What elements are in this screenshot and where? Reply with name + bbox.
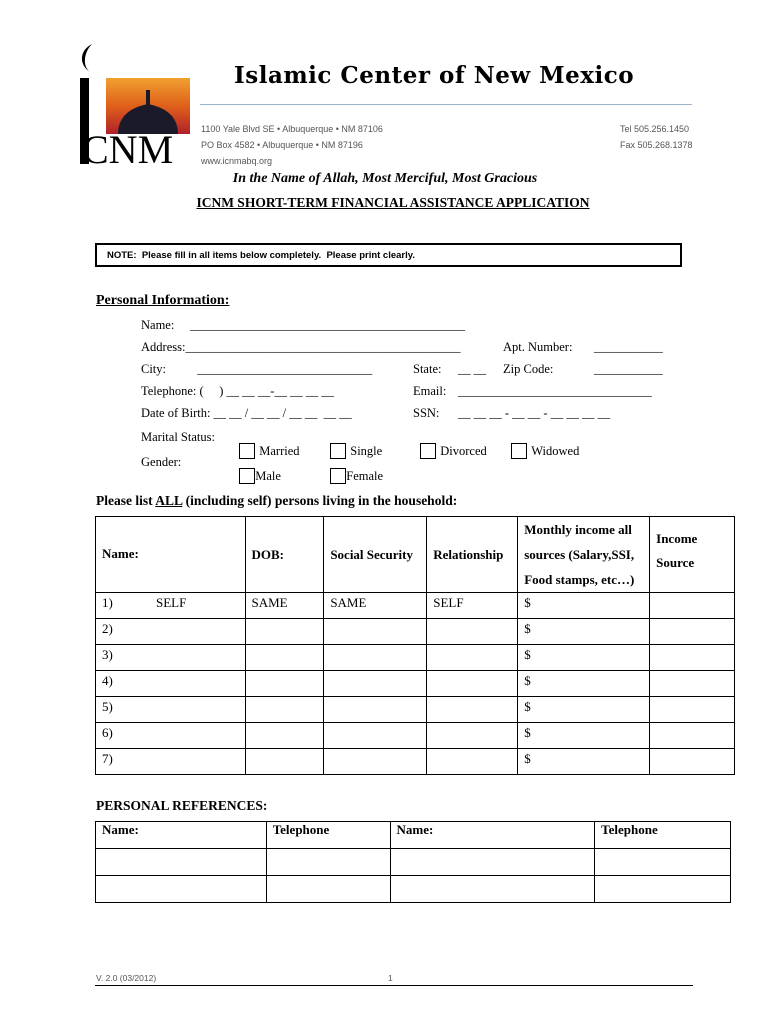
fax: Fax 505.268.1378 — [620, 140, 693, 150]
references-header-row — [96, 822, 731, 849]
col-ssn: Social Security — [324, 517, 427, 593]
female-label: Female — [346, 469, 384, 483]
household-income-cell[interactable]: $ — [518, 645, 650, 671]
personal-info-heading: Personal Information: — [96, 293, 230, 308]
col-income-line3: Food stamps, etc…) — [524, 572, 635, 587]
household-relationship-cell[interactable]: SELF — [427, 593, 518, 619]
col-source-line2: Source — [656, 555, 695, 570]
header-divider — [200, 104, 692, 105]
zip-label: Zip Code: — [503, 362, 554, 376]
household-income-cell[interactable]: $ — [518, 697, 650, 723]
divorced-checkbox[interactable] — [414, 429, 487, 460]
household-source-cell[interactable] — [650, 671, 735, 697]
household-name-value: SELF — [156, 595, 187, 610]
address-line-1: 1100 Yale Blvd SE • Albuquerque • NM 87106 — [201, 124, 383, 134]
household-row — [96, 671, 735, 697]
col-source-line1: Income — [656, 531, 698, 546]
household-relationship-cell[interactable] — [427, 697, 518, 723]
row-number: 2) — [102, 621, 113, 636]
household-dob-cell[interactable]: SAME — [245, 593, 324, 619]
col-source — [650, 517, 735, 593]
household-source-cell[interactable] — [650, 723, 735, 749]
household-dob-cell[interactable] — [245, 723, 324, 749]
ref-phone-cell[interactable] — [595, 849, 731, 876]
household-name-cell[interactable] — [96, 749, 246, 775]
household-source-cell[interactable] — [650, 645, 735, 671]
references-heading: PERSONAL REFERENCES: — [96, 798, 268, 813]
household-name-cell[interactable] — [96, 619, 246, 645]
household-heading — [96, 493, 457, 509]
household-row — [96, 619, 735, 645]
logo-text: CNM — [82, 127, 174, 172]
ssn-field[interactable]: __ __ __ - __ __ - __ __ __ __ — [458, 406, 611, 420]
household-row — [96, 645, 735, 671]
household-header-row — [96, 517, 735, 593]
household-ssn-cell[interactable] — [324, 697, 427, 723]
household-ssn-cell[interactable]: SAME — [324, 593, 427, 619]
household-relationship-cell[interactable] — [427, 619, 518, 645]
row-number: 1) — [102, 595, 113, 610]
website: www.icnmabq.org — [201, 156, 273, 166]
invocation: In the Name of Allah, Most Merciful, Most Gracious — [232, 171, 538, 186]
ref-col-phone-1: Telephone — [266, 822, 390, 849]
widowed-label: Widowed — [531, 444, 580, 458]
male-checkbox[interactable] — [233, 454, 281, 485]
col-income — [518, 517, 650, 593]
household-source-cell[interactable] — [650, 697, 735, 723]
ref-name-cell[interactable] — [96, 849, 267, 876]
household-name-cell[interactable] — [96, 697, 246, 723]
ref-col-name-1: Name: — [96, 822, 267, 849]
ref-name-cell[interactable] — [96, 876, 267, 903]
household-table — [95, 516, 735, 775]
household-relationship-cell[interactable] — [427, 671, 518, 697]
widowed-checkbox[interactable] — [505, 429, 579, 460]
household-row — [96, 593, 735, 619]
household-ssn-cell[interactable] — [324, 749, 427, 775]
footer-divider — [95, 985, 693, 986]
note-text: NOTE: Please fill in all items below completely. Please print clearly. — [107, 250, 415, 261]
reference-row — [96, 849, 731, 876]
household-name-cell[interactable] — [96, 593, 246, 619]
telephone: Tel 505.256.1450 — [620, 124, 690, 134]
household-name-cell[interactable] — [96, 671, 246, 697]
ssn-label: SSN: — [413, 406, 440, 420]
row-number: 5) — [102, 699, 113, 714]
household-row — [96, 697, 735, 723]
single-label: Single — [350, 444, 383, 458]
ref-phone-cell[interactable] — [266, 849, 390, 876]
household-relationship-cell[interactable] — [427, 723, 518, 749]
org-name: Islamic Center of New Mexico — [234, 62, 635, 89]
female-checkbox[interactable] — [324, 454, 383, 485]
household-income-cell[interactable]: $ — [518, 593, 650, 619]
household-income-cell[interactable]: $ — [518, 671, 650, 697]
household-income-cell[interactable]: $ — [518, 619, 650, 645]
col-income-line1: Monthly income all — [524, 522, 632, 537]
household-dob-cell[interactable] — [245, 749, 324, 775]
male-label: Male — [255, 469, 281, 483]
household-heading-pre: Please list — [96, 493, 156, 508]
widowed-checkbox-box[interactable] — [511, 443, 527, 459]
apt-field[interactable]: ___________ — [594, 340, 663, 354]
ref-phone-cell[interactable] — [266, 876, 390, 903]
household-ssn-cell[interactable] — [324, 645, 427, 671]
email-label: Email: — [413, 384, 447, 398]
row-number: 3) — [102, 647, 113, 662]
household-ssn-cell[interactable] — [324, 671, 427, 697]
household-heading-post: (including self) persons living in the household: — [182, 493, 458, 508]
household-dob-cell[interactable] — [245, 671, 324, 697]
col-income-line2: sources (Salary,SSI, — [524, 547, 635, 562]
state-field[interactable]: __ __ — [458, 362, 487, 376]
household-ssn-cell[interactable] — [324, 723, 427, 749]
col-name: Name: — [96, 517, 246, 593]
household-source-cell[interactable] — [650, 749, 735, 775]
married-label: Married — [259, 444, 300, 458]
reference-row — [96, 876, 731, 903]
note-box — [95, 243, 682, 267]
address-field[interactable]: Address:____________________________________________ — [141, 340, 461, 354]
page-number: 1 — [388, 973, 393, 983]
telephone-field[interactable]: Telephone: ( ) __ __ __-__ __ __ __ — [141, 384, 334, 398]
household-dob-cell[interactable] — [245, 619, 324, 645]
row-number: 6) — [102, 725, 113, 740]
col-dob: DOB: — [245, 517, 324, 593]
ref-name-cell[interactable] — [390, 849, 595, 876]
col-relationship: Relationship — [427, 517, 518, 593]
household-income-cell[interactable]: $ — [518, 749, 650, 775]
state-label: State: — [413, 362, 442, 376]
ref-col-phone-2: Telephone — [595, 822, 731, 849]
ref-phone-cell[interactable] — [595, 876, 731, 903]
household-heading-emph: ALL — [155, 493, 183, 508]
dob-field[interactable]: Date of Birth: __ __ / __ __ / __ __ __ __ — [141, 406, 352, 420]
marital-status-label: Marital Status: — [141, 430, 215, 444]
household-income-cell[interactable]: $ — [518, 723, 650, 749]
gender-label: Gender: — [141, 455, 182, 469]
male-checkbox-box[interactable] — [239, 468, 255, 484]
references-table — [95, 821, 731, 903]
household-source-cell[interactable] — [650, 619, 735, 645]
household-row — [96, 749, 735, 775]
female-checkbox-box[interactable] — [330, 468, 346, 484]
household-relationship-cell[interactable] — [427, 645, 518, 671]
household-name-cell[interactable] — [96, 645, 246, 671]
ref-name-cell[interactable] — [390, 876, 595, 903]
zip-field[interactable]: ___________ — [594, 362, 663, 376]
divorced-checkbox-box[interactable] — [420, 443, 436, 459]
version-label: V. 2.0 (03/2012) — [96, 973, 157, 983]
household-ssn-cell[interactable] — [324, 619, 427, 645]
household-relationship-cell[interactable] — [427, 749, 518, 775]
household-source-cell[interactable] — [650, 593, 735, 619]
household-row — [96, 723, 735, 749]
row-number: 4) — [102, 673, 113, 688]
row-number: 7) — [102, 751, 113, 766]
household-dob-cell[interactable] — [245, 697, 324, 723]
divorced-label: Divorced — [440, 444, 487, 458]
ref-col-name-2: Name: — [390, 822, 595, 849]
form-title: ICNM SHORT-TERM FINANCIAL ASSISTANCE APPLICATION — [196, 195, 590, 210]
address-line-2: PO Box 4582 • Albuquerque • NM 87196 — [201, 140, 363, 150]
name-field[interactable]: Name: ____________________________________________ — [141, 318, 465, 332]
household-dob-cell[interactable] — [245, 645, 324, 671]
apt-label: Apt. Number: — [503, 340, 573, 354]
city-field[interactable]: City: ____________________________ — [141, 362, 373, 376]
household-name-cell[interactable] — [96, 723, 246, 749]
email-field[interactable]: _______________________________ — [458, 384, 652, 398]
